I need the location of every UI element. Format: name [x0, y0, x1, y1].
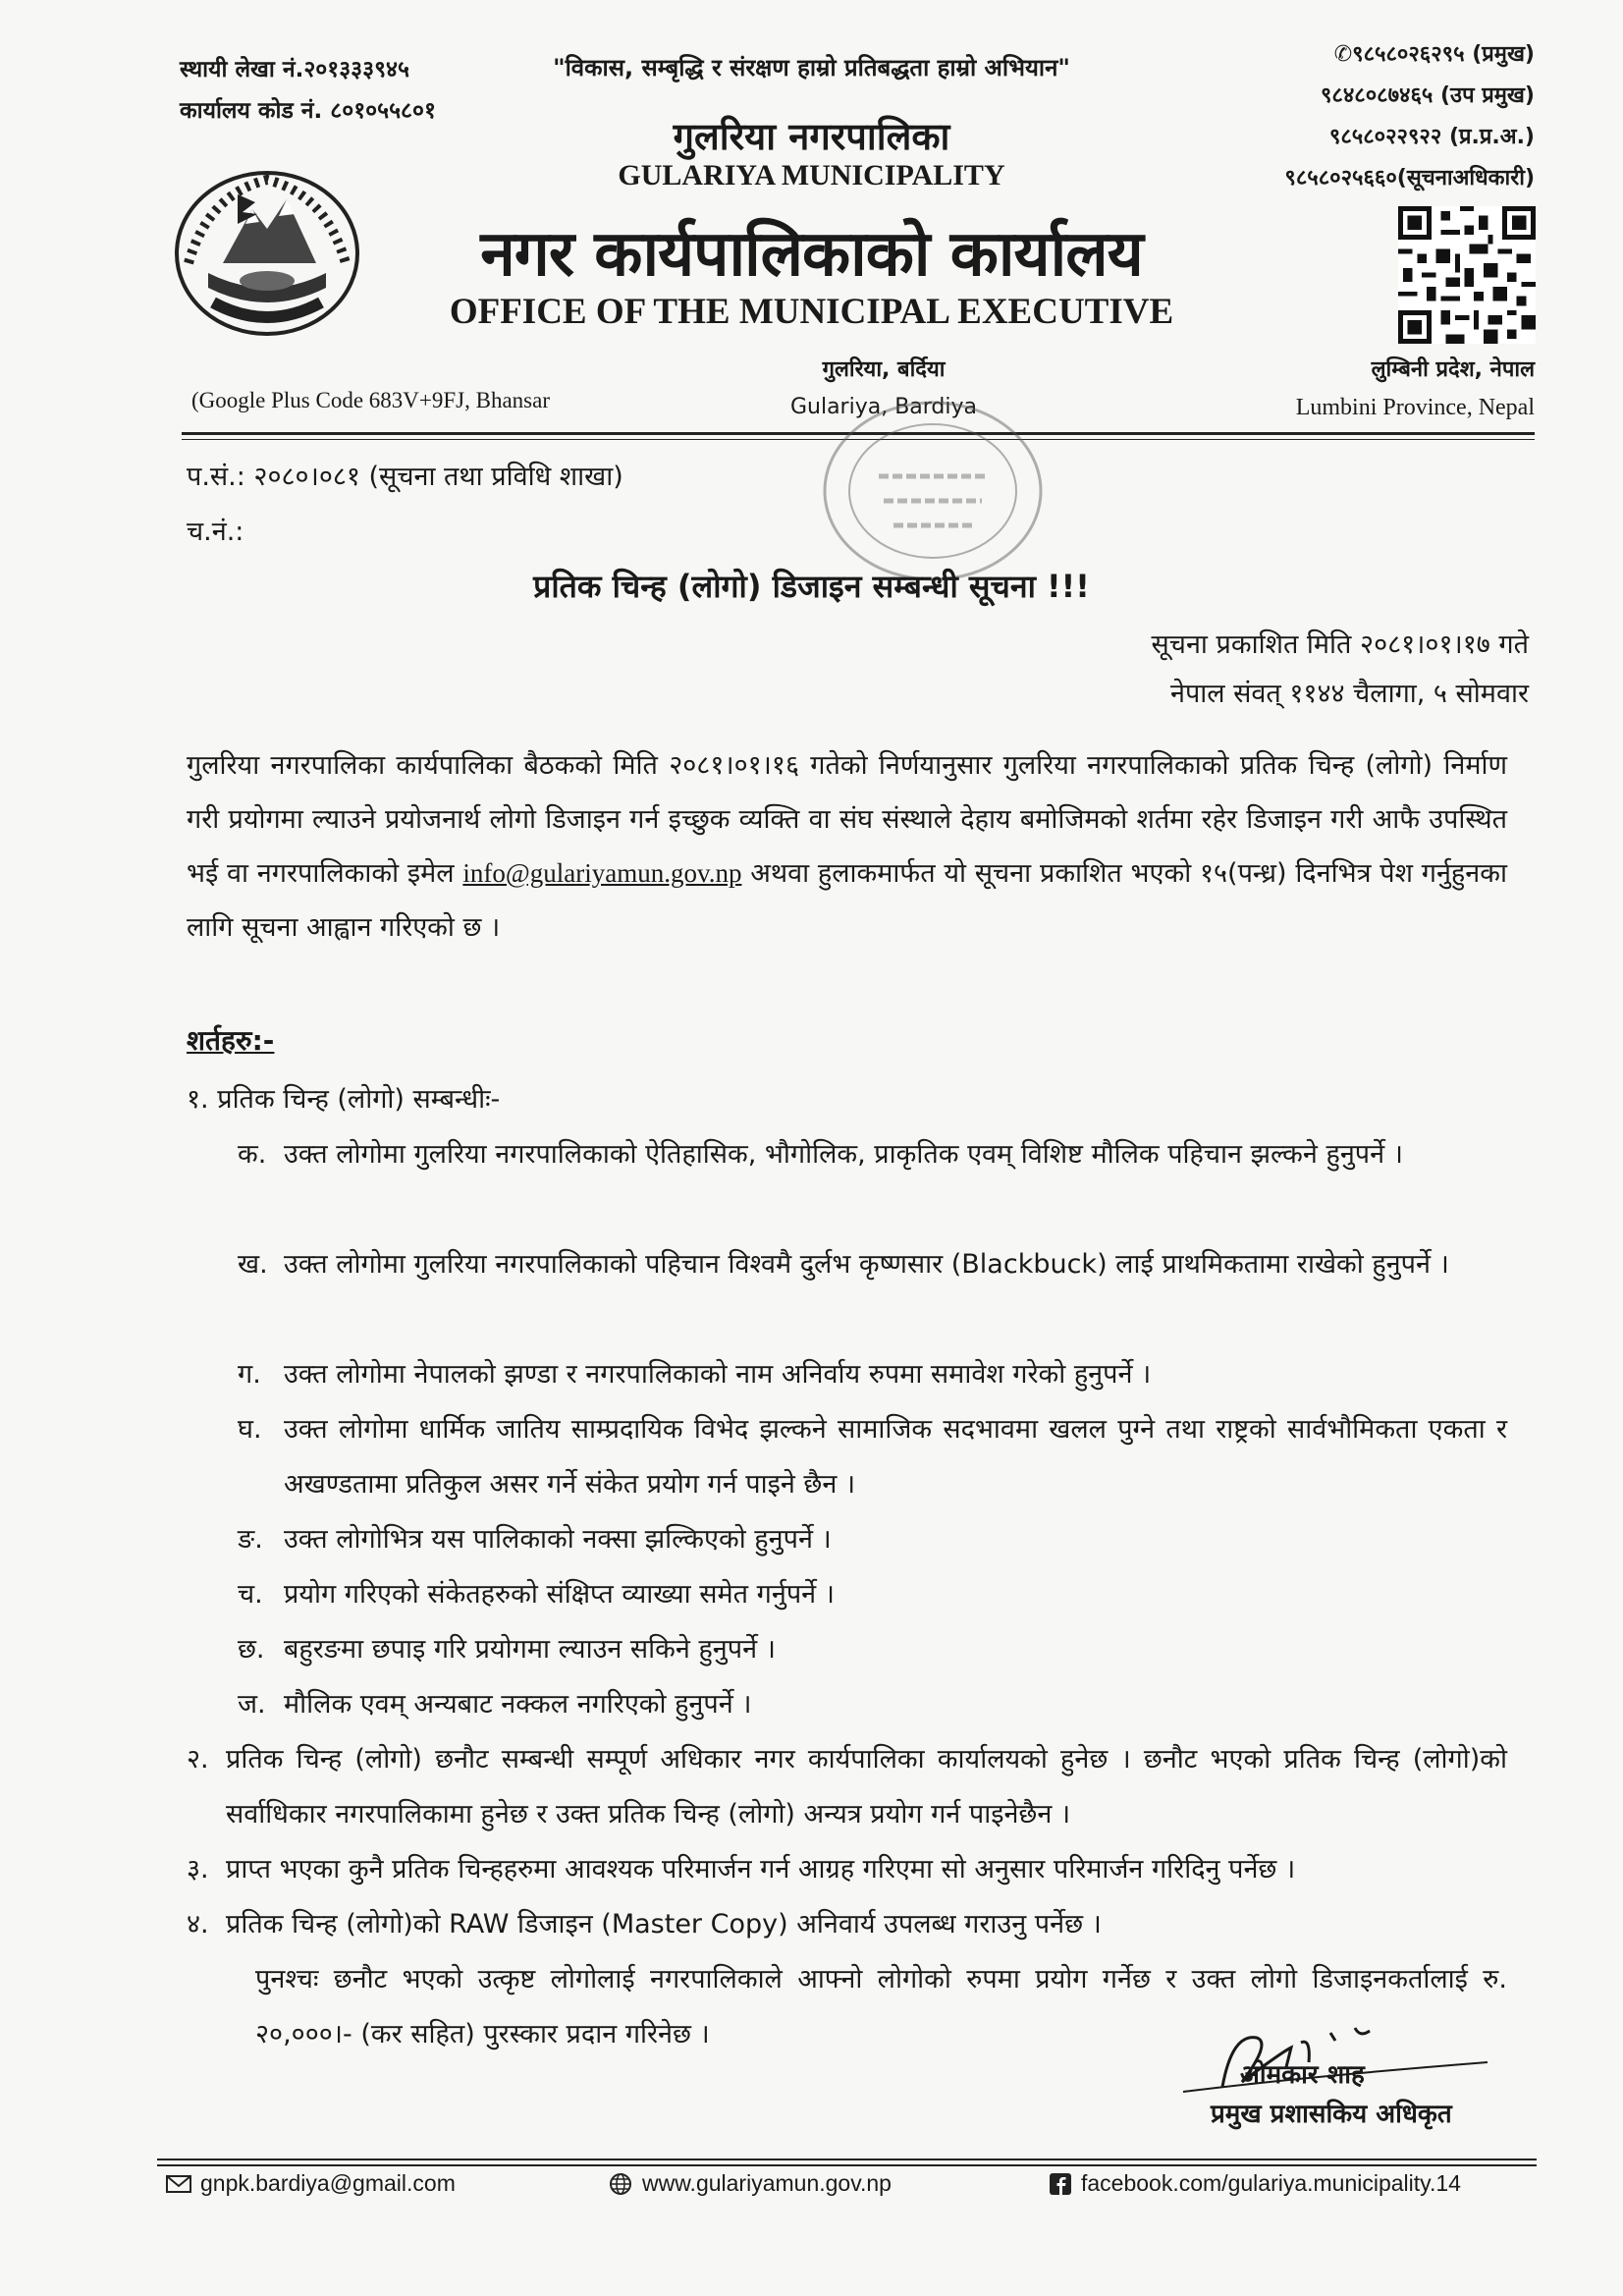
signatory-name: ओमकार शाह [1240, 2060, 1365, 2090]
item-text: प्राप्त भएका कुनै प्रतिक चिन्हहरुमा आवश्यक परिमार्जन गर्न आग्रह गरिएमा सो अनुसार परिमार्जन गरिदिनु पर्नेछ । [226, 1854, 1296, 1885]
footer-divider [157, 2159, 1537, 2160]
item-text: उक्त लोगोमा धार्मिक जातिय साम्प्रदायिक विभेद झल्कने सामाजिक सदभावमा खलल पुग्ने तथा राष्ट्रको सार्वभौमिकता एकता र अखण्डतामा प्रतिकुल असर गर्ने संकेत प्रयोग गर्न पाइने छैन । [284, 1414, 1507, 1500]
condition-item-gha [238, 1402, 1507, 1512]
condition-item-nga [238, 1512, 1507, 1567]
envelope-icon [165, 2172, 192, 2196]
phone-deputy: ९८४८०८७४६५ (उप प्रमुख) [1320, 83, 1535, 108]
qr-code-icon [1398, 206, 1536, 344]
item-text: प्रतिक चिन्ह (लोगो)को RAW डिजाइन (Master Copy) अनिवार्य उपलब्ध गराउनु पर्नेछ । [226, 1909, 1102, 1940]
postscript: पुनश्चः छनौट भएको उत्कृष्ट लोगोलाई नगरपालिकाले आफ्नो लोगोको रुपमा प्रयोग गर्नेछ र उक्त लोगो डिजाइनकर्तालाई रु. २०,०००।- (कर सहित) पुरस्कार प्रदान गरिनेछ । [255, 1964, 1507, 2050]
footer-facebook[interactable] [1046, 2170, 1461, 2197]
conditions-heading: शर्तहरु:- [187, 1024, 275, 1057]
plus-code: (Google Plus Code 683V+9FJ, Bhansar [191, 388, 550, 412]
footer-website-text[interactable]: www.gulariyamun.gov.np [642, 2170, 892, 2196]
province [1296, 352, 1535, 426]
item-label: ४. [187, 1909, 209, 1940]
condition-section-1: १. प्रतिक चिन्ह (लोगो) सम्बन्धीः- [187, 1084, 501, 1115]
signatory-title: प्रमुख प्रशासकिय अधिकृत [1211, 2100, 1452, 2129]
item-label: छ. [238, 1634, 265, 1665]
notice-title: प्रतिक चिन्ह (लोगो) डिजाइन सम्बन्धी सूचना !!! [533, 568, 1090, 605]
item-text: प्रतिक चिन्ह (लोगो) छनौट सम्बन्धी सम्पूर्ण अधिकार नगर कार्यपालिका कार्यालयको हुनेछ । छनौट भएको प्रतिक चिन्ह (लोगो)को सर्वाधिकार नगरपालिकामा हुनेछ र उक्त प्रतिक चिन्ह (लोगो) अन्यत्र प्रयोग गर्न पाइनेछैन । [226, 1744, 1507, 1830]
item-label: ३. [187, 1854, 209, 1885]
condition-section-2 [187, 1732, 1507, 1842]
footer-facebook-text[interactable]: facebook.com/gulariya.municipality.14 [1081, 2170, 1461, 2196]
motto: "विकास, सम्बृद्धि र संरक्षण हाम्रो प्रतिबद्धता हाम्रो अभियान" [553, 54, 1070, 82]
item-label: २. [187, 1744, 209, 1775]
item-text: उक्त लोगोमा गुलरिया नगरपालिकाको पहिचान विश्वमै दुर्लभ कृष्णसार (Blackbuck) लाई प्राथमिकतामा राखेको हुनुपर्ने । [284, 1249, 1449, 1280]
item-text: मौलिक एवम् अन्यबाट नक्कल नगरिएको हुनुपर्ने । [284, 1689, 752, 1720]
item-label: ज. [238, 1689, 266, 1720]
phone-info-officer: ९८५८०२५६६०(सूचनाअधिकारी) [1284, 166, 1535, 191]
item-label: ग. [238, 1359, 261, 1390]
publication-date-bs: सूचना प्रकाशित मिति २०८१।०१।१७ गते [1151, 629, 1529, 660]
location-english: Gulariya, Bardiya [789, 395, 978, 419]
body-text-start: गुलरिया नगरपालिका कार्यपालिका बैठकको मिति २०८१।०१।१६ गतेको निर्णयानुसार गुलरिया नगरपालिकाको प्रतिक चिन्ह (लोगो) निर्माण गरी प्रयोगमा ल्याउने प्रयोजनार्थ लोगो डिजाइन गर्न इच्छुक व्यक्ति वा संघ संस्थाले देहाय बमोजिमको शर्तमा रहेर डिजाइन गरी आफै उपस्थित भई वा नगरपालिकाको इमेल [187, 750, 1507, 889]
item-label: ङ. [238, 1524, 263, 1555]
footer-website[interactable] [607, 2170, 892, 2197]
item-text: उक्त लोगोभित्र यस पालिकाको नक्सा झल्किएको हुनुपर्ने । [284, 1524, 832, 1555]
location-nepali: गुलरिया, बर्दिया [822, 357, 946, 382]
globe-icon [607, 2172, 634, 2196]
phone-cao: ९८५८०२२९२२ (प्र.प्र.अ.) [1328, 125, 1535, 149]
dispatch-number: च.नं.: [187, 517, 244, 547]
item-label: च. [238, 1579, 263, 1610]
publication-date [1152, 621, 1529, 719]
condition-item-chha [238, 1622, 1507, 1677]
item-label: ख. [238, 1249, 268, 1280]
condition-section-4 [187, 1897, 1507, 1952]
body-text-end: अथवा हुलाकमार्फत यो सूचना प्रकाशित भएको १५(पन्ध्र) दिनभित्र पेश गर्नुहुनका लागि सूचना आह्वान गरिएको छ । [187, 858, 1507, 943]
item-text: बहुरङमा छपाइ गरि प्रयोगमा ल्याउन सकिने हुनुपर्ने । [284, 1634, 776, 1665]
phone-mayor: ✆९८५८०२६२९५ (प्रमुख) [1333, 42, 1535, 67]
condition-item-ja [238, 1677, 1507, 1732]
item-label: घ. [238, 1414, 262, 1445]
condition-section-3 [187, 1842, 1507, 1897]
ledger-number: स्थायी लेखा नं.२०१३३३९४५ [180, 57, 409, 82]
office-code: कार्यालय कोड नं. ८०१०५५८०१ [180, 98, 436, 124]
footer-email-text[interactable]: gnpk.bardiya@gmail.com [200, 2170, 456, 2196]
facebook-icon [1046, 2172, 1073, 2196]
condition-item-ga [238, 1347, 1507, 1402]
letter-number: प.सं.: २०८०।०८१ (सूचना तथा प्रविधि शाखा) [187, 462, 623, 492]
condition-item-cha [238, 1567, 1507, 1622]
footer-divider-thin [157, 2164, 1537, 2166]
footer-email[interactable] [165, 2170, 456, 2197]
publication-date-nepal-sambat: नेपाल संवत् ११४४ चैलागा, ५ सोमवार [1169, 679, 1529, 709]
province-nepali: लुम्बिनी प्रदेश, नेपाल [1371, 357, 1535, 382]
notice-body [187, 738, 1507, 955]
office-name-english: OFFICE OF THE MUNICIPAL EXECUTIVE [449, 292, 1174, 332]
condition-item-kha [238, 1237, 1507, 1292]
municipality-name-english: GULARIYA MUNICIPALITY [618, 159, 1005, 191]
municipality-name-nepali: गुलरिया नगरपालिका [673, 115, 950, 158]
condition-item-ka [238, 1127, 1507, 1182]
item-label: क. [238, 1139, 267, 1170]
item-text: उक्त लोगोमा गुलरिया नगरपालिकाको ऐतिहासिक, भौगोलिक, प्राकृतिक एवम् विशिष्ट मौलिक पहिचान झल्कने हुनुपर्ने । [284, 1139, 1403, 1170]
item-text: उक्त लोगोमा नेपालको झण्डा र नगरपालिकाको नाम अनिर्वाय रुपमा समावेश गरेको हुनुपर्ने । [284, 1359, 1152, 1390]
body-email-link[interactable]: info@gulariyamun.gov.np [462, 858, 742, 888]
reference-block [187, 450, 623, 560]
office-name-nepali: नगर कार्यपालिकाको कार्यालय [480, 218, 1143, 291]
province-english: Lumbini Province, Nepal [1295, 395, 1535, 420]
item-text: प्रयोग गरिएको संकेतहरुको संक्षिप्त व्याख्या समेत गर्नुपर्ने । [284, 1579, 835, 1610]
